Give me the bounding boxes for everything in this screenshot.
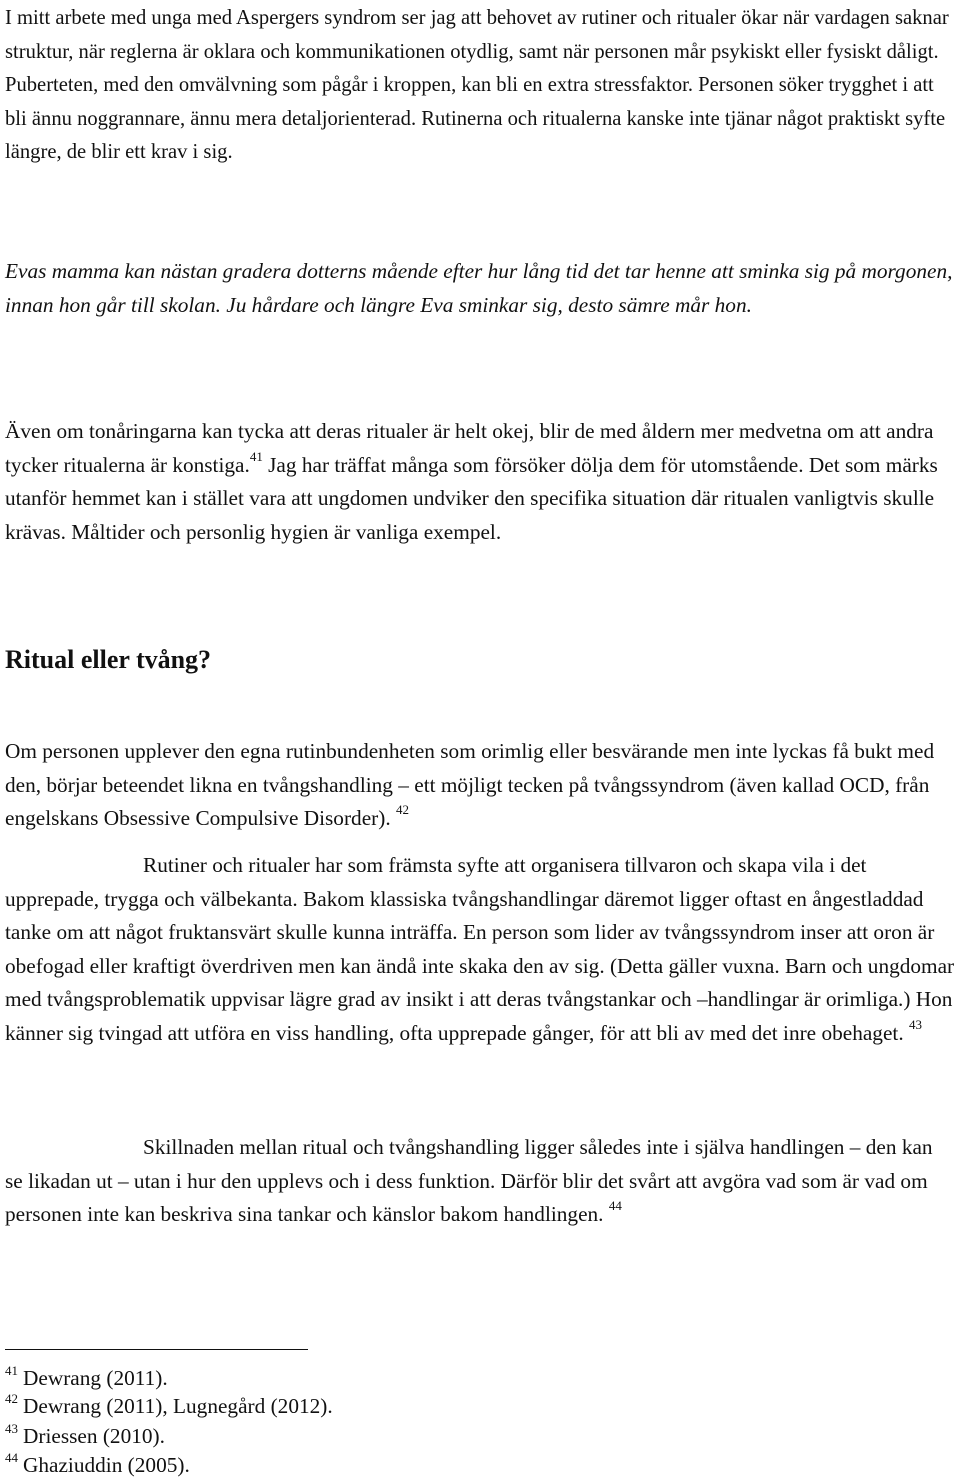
footnote-ref-42: 42 bbox=[395, 802, 409, 818]
footnote-text: Ghaziuddin (2005). bbox=[23, 1453, 190, 1477]
footnote-number: 43 bbox=[5, 1421, 18, 1436]
paragraph-3-text-b: Jag har träffat många som försöker dölja dem för utomstående. Det som märks utanför hemmet kan i stället vara att ungdomen undviker den specifika situation där ritualen vanligtvis skulle krävas. Måltider och personlig hygien är vanliga exempel. bbox=[5, 452, 938, 544]
footnote-ref-43: 43 bbox=[908, 1016, 922, 1032]
paragraph-3 bbox=[5, 415, 955, 549]
paragraph-5-text: Rutiner och ritualer har som främsta syfte att organisera tillvaron och skapa vila i det upprepade, trygga och välbekanta. Bakom klassiska tvångshandlingar däremot ligger oftast en ångestladdad tanke om att något fruktansvärt skulle kunna inträffa. En person som lider av tvångssyndrom inser att oron är obefogad eller kraftigt överdriven men kan ändå inte skaka den av sig. (Detta gäller vuxna. Barn och ungdomar med tvångsproblematik uppvisar lägre grad av insikt i att deras tvångstankar och –handlingar är orimliga.) Hon känner sig tvingad att utföra en viss handling, ofta upprepade gånger, för att bli av med det inre obehaget. bbox=[5, 853, 955, 1045]
paragraph-6-text: Skillnaden mellan ritual och tvångshandling ligger således inte i själva handlingen – den kan se likadan ut – utan i hur den upplevs och i dess funktion. Därför blir det svårt att avgöra vad som är vad om personen inte kan beskriva sina tankar och känslor bakom handlingen. bbox=[5, 1135, 933, 1227]
paragraph-5 bbox=[5, 849, 955, 1051]
section-heading: Ritual eller tvång? bbox=[5, 645, 212, 674]
footnote-divider bbox=[5, 1349, 308, 1350]
footnote-text: Dewrang (2011). bbox=[23, 1366, 168, 1390]
footnote-44 bbox=[5, 1451, 190, 1479]
footnote-ref-41: 41 bbox=[249, 448, 263, 464]
footnote-number: 44 bbox=[5, 1450, 18, 1465]
footnote-text: Driessen (2010). bbox=[23, 1424, 165, 1448]
paragraph-2-italic-quote: Evas mamma kan nästan gradera dotterns mående efter hur lång tid det tar henne att sminka sig på morgonen, innan hon går till skolan. Ju hårdare och längre Eva sminkar sig, desto sämre mår hon. bbox=[5, 259, 953, 317]
footnote-number: 41 bbox=[5, 1363, 18, 1378]
paragraph-3-text-a: Även om tonåringarna kan tycka att deras ritualer är helt okej, blir de med åldern mer medvetna om att andra tycker ritualerna är konstiga. bbox=[5, 419, 934, 477]
footnote-number: 42 bbox=[5, 1391, 18, 1406]
footnote-41 bbox=[5, 1364, 168, 1392]
footnote-42 bbox=[5, 1392, 333, 1420]
footnote-43 bbox=[5, 1422, 165, 1450]
paragraph-6 bbox=[5, 1131, 955, 1232]
footnote-ref-44: 44 bbox=[608, 1198, 622, 1214]
paragraph-4 bbox=[5, 735, 955, 836]
footnote-text: Dewrang (2011), Lugnegård (2012). bbox=[23, 1394, 333, 1418]
paragraph-4-text: Om personen upplever den egna rutinbundenheten som orimlig eller besvärande men inte lyckas få bukt med den, börjar beteendet likna en tvångshandling – ett möjligt tecken på tvångssyndrom (även kallad OCD, från engelskans Obsessive Compulsive Disorder). bbox=[5, 739, 935, 831]
paragraph-1: I mitt arbete med unga med Aspergers syndrom ser jag att behovet av rutiner och ritualer ökar när vardagen saknar struktur, när reglerna är oklara och kommunikationen otydlig, samt när personen mår psykiskt eller fysiskt dåligt. Puberteten, med den omvälvning som pågår i kroppen, kan bli en extra stressfaktor. Personen söker trygghet i att bli ännu noggrannare, ännu mera detaljorienterad. Rutinerna och ritualerna kanske inte tjänar något praktiskt syfte längre, de blir ett krav i sig. bbox=[5, 7, 949, 164]
